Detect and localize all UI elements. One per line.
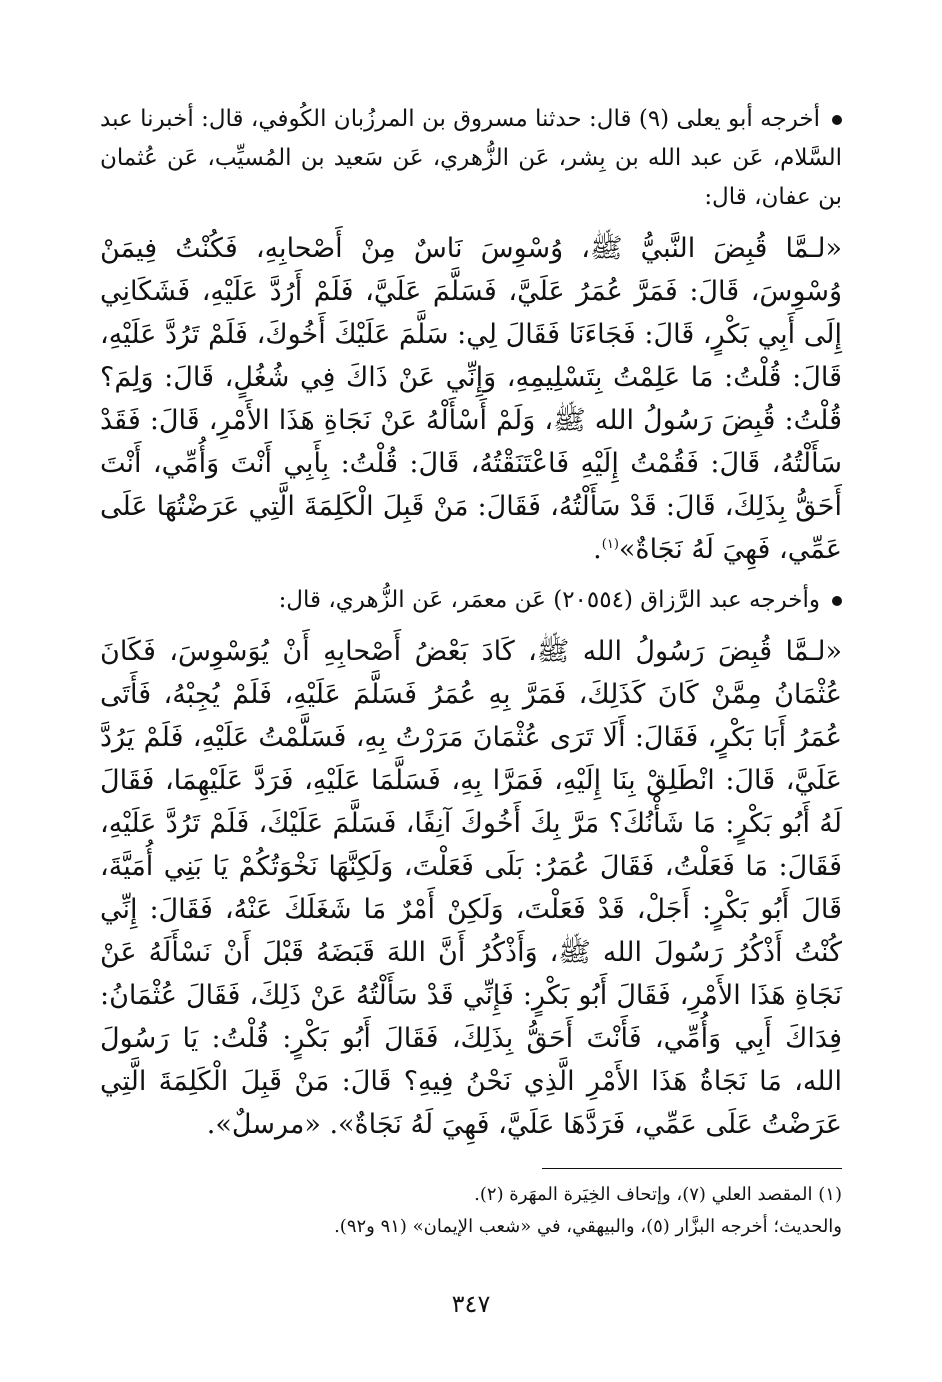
section-1-intro [100,100,842,217]
footnote-divider [542,1168,842,1169]
section-1-hadith-text: «لـمَّا قُبِضَ النَّبيُّ ﷺ، وُسْوِسَ نَاسٌ مِنْ أَصْحابِهِ، فَكُنْتُ فِيمَنْ وُسْوِسَ، قَالَ: فَمَرَّ عُمَرُ عَلَيَّ، فَسَلَّمَ عَلَيَّ، فَلَمْ أَرُدَّ عَلَيْهِ، فَشَكَانِي إِلَى أَبِي بَكْرٍ، قَالَ: فَجَاءَنَا فَقَالَ لِي: سَلَّمَ عَلَيْكَ أَخُوكَ، فَلَمْ تَرُدَّ عَلَيْهِ، قَالَ: قُلْتُ: مَا عَلِمْتُ بِتَسْلِيمِهِ، وَإِنِّي عَنْ ذَاكَ فِي شُغُلٍ، قَالَ: وَلِمَ؟ قُلْتُ: قُبِضَ رَسُولُ الله ﷺ، وَلَمْ أَسْأَلْهُ عَنْ نَجَاةِ هَذَا الأَمْرِ، قَالَ: فَقَدْ سَأَلْتُهُ، قَالَ: فَقُمْتُ إِلَيْهِ فَاعْتَنَقْتُهُ، قَالَ: قُلْتُ: بِأَبِي أَنْتَ وَأُمِّي، أَنْتَ أَحَقُّ بِذَلِكَ، قَالَ: قَدْ سَأَلْتُهُ، فَقَالَ: مَنْ قَبِلَ الْكَلِمَةَ الَّتِي عَرَضْتُهَا عَلَى عَمِّي، فَهِيَ لَهُ نَجَاةٌ» [100,233,842,565]
section-1-end: . [593,534,602,565]
section-2-hadith-text: «لـمَّا قُبِضَ رَسُولُ الله ﷺ، كَادَ بَعْضُ أَصْحابِهِ أَنْ يُوَسْوِسَ، فَكَانَ عُثْمَانُ مِمَّنْ كَانَ كَذَلِكَ، فَمَرَّ بِهِ عُمَرُ فَسَلَّمَ عَلَيْهِ، فَلَمْ يُجِبْهُ، فَأَتَى عُمَرُ أَبَا بَكْرٍ، فَقَالَ: أَلَا تَرَى عُثْمَانَ مَرَرْتُ بِهِ، فَسَلَّمْتُ عَلَيْهِ، فَلَمْ يَرُدَّ عَلَيَّ، قَالَ: انْطَلِقْ بِنَا إِلَيْهِ، فَمَرَّا بِهِ، فَسَلَّمَا عَلَيْهِ، فَرَدَّ عَلَيْهِمَا، فَقَالَ لَهُ أَبُو بَكْرٍ: مَا شَأْنُكَ؟ مَرَّ بِكَ أَخُوكَ آنِفًا، فَسَلَّمَ عَلَيْكَ، فَلَمْ تَرُدَّ عَلَيْهِ، فَقَالَ: مَا فَعَلْتُ، فَقَالَ عُمَرُ: بَلَى فَعَلْتَ، وَلَكِنَّهَا نَخْوَتُكُمْ يَا بَنِي أُمَيَّةَ، قَالَ أَبُو بَكْرٍ: أَجَلْ، قَدْ فَعَلْتَ، وَلَكِنْ أَمْرٌ مَا شَغَلَكَ عَنْهُ، فَقَالَ: إِنِّي كُنْتُ أَذْكُرُ رَسُولَ الله ﷺ، وَأَذْكُرُ أَنَّ اللهَ قَبَضَهُ قَبْلَ أَنْ نَسْأَلَهُ عَنْ نَجَاةِ هَذَا الأَمْرِ، فَقَالَ أَبُو بَكْرٍ: فَإِنِّي قَدْ سَأَلْتُهُ عَنْ ذَلِكَ، فَقَالَ عُثْمَانُ: فِدَاكَ أَبِي وَأُمِّي، فَأَنْتَ أَحَقُّ بِذَلِكَ، فَقَالَ أَبُو بَكْرٍ: قُلْتُ: يَا رَسُولَ الله، مَا نَجَاةُ هَذَا الأَمْرِ الَّذِي نَحْنُ فِيهِ؟ قَالَ: مَنْ قَبِلَ الْكَلِمَةَ الَّتِي عَرَضْتُ عَلَى عَمِّي، فَرَدَّهَا عَلَيَّ، فَهِيَ لَهُ نَجَاةٌ». [100,636,842,1140]
section-2-hadith [100,630,842,1146]
section-2-intro [100,581,842,620]
section-2-intro-text: وأخرجه عبد الرَّزاق (٢٠٥٥٤) عَن معمَر، عَن الزُّهري، قال: [278,587,820,613]
page-number: ٣٤٧ [451,1290,491,1318]
footnote-2: والحديث؛ أخرجه البزَّار (٥)، والبيهقي، في «شعب الإيمان» (٩١ و٩٢). [334,1216,842,1237]
section-2-grading: «مرسلٌ». [206,1109,321,1140]
footnote-1: (١) المقصد العلي (٧)، وإتحاف الخِيَرة المهَرة (٢). [474,1184,842,1205]
section-1-hadith [100,227,842,571]
section-1-intro-text: أخرجه أبو يعلى (٩) قال: حدثنا مسروق بن المرزُبان الكُوفي، قال: أخبرنا عبد السَّلام، عَن عبد الله بن بِشر، عَن الزُّهري، عَن سَعيد بن المُسيِّب، عَن عُثمان بن عفان، قال: [100,106,842,210]
footnotes [100,1179,842,1243]
bullet-icon [832,115,842,125]
bullet-icon [832,596,842,606]
footnote-ref[interactable]: (١) [601,537,619,552]
